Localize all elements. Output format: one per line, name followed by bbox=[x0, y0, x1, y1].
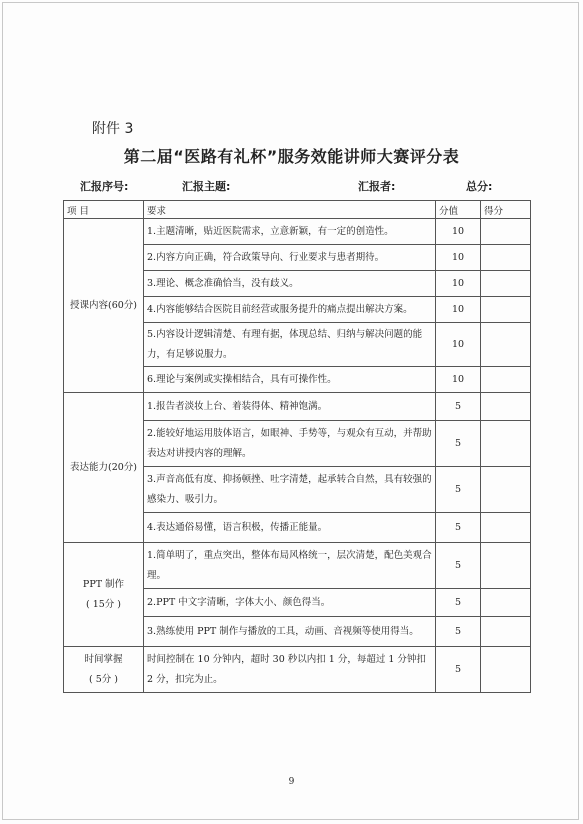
requirement-cell: 3.声音高低有度、抑扬顿挫、吐字清楚，起承转合自然，具有较强的感染力、吸引力。 bbox=[144, 467, 436, 513]
reporter-label: 汇报者: bbox=[358, 180, 396, 193]
score-input-cell[interactable] bbox=[481, 617, 531, 647]
score-value-cell: 5 bbox=[436, 589, 481, 617]
requirement-cell: 1.简单明了，重点突出，整体布局风格统一，层次清楚，配色美观合理。 bbox=[144, 543, 436, 589]
report-number-label: 汇报序号: bbox=[80, 180, 129, 193]
score-value-cell: 5 bbox=[436, 543, 481, 589]
requirement-cell: 2.能较好地运用肢体语言，如眼神、手势等，与观众有互动，并帮助表达对讲授内容的理解。 bbox=[144, 421, 436, 467]
section-item-time-title: 时间掌握 bbox=[84, 653, 123, 665]
report-topic-label: 汇报主题: bbox=[182, 180, 231, 193]
score-input-cell[interactable] bbox=[481, 219, 531, 245]
page-title: 第二届“医路有礼杯”服务效能讲师大赛评分表 bbox=[123, 147, 460, 166]
score-value-cell: 10 bbox=[436, 271, 481, 297]
requirement-cell: 4.表达通俗易懂，语言积极，传播正能量。 bbox=[144, 513, 436, 543]
section-item-ppt-title: PPT 制作 bbox=[82, 578, 125, 590]
score-input-cell[interactable] bbox=[481, 647, 531, 693]
header-score-earned: 得分 bbox=[481, 201, 531, 219]
header-item: 项 目 bbox=[64, 201, 144, 219]
score-input-cell[interactable] bbox=[481, 245, 531, 271]
section-item-expression: 表达能力(20分) bbox=[64, 393, 144, 543]
table-row bbox=[64, 219, 531, 245]
requirement-cell: 3.理论、概念准确恰当，没有歧义。 bbox=[144, 271, 436, 297]
header-score-value: 分值 bbox=[436, 201, 481, 219]
score-input-cell[interactable] bbox=[481, 589, 531, 617]
section-item-time-points: ( 5分 ) bbox=[89, 673, 118, 685]
score-input-cell[interactable] bbox=[481, 513, 531, 543]
requirement-cell: 5.内容设计逻辑清楚、有理有据，体现总结、归纳与解决问题的能力，有足够说服力。 bbox=[144, 323, 436, 367]
score-input-cell[interactable] bbox=[481, 393, 531, 421]
table-row bbox=[64, 543, 531, 589]
requirement-cell: 1.主题清晰，贴近医院需求，立意新颖，有一定的创造性。 bbox=[144, 219, 436, 245]
score-value-cell: 10 bbox=[436, 245, 481, 271]
score-input-cell[interactable] bbox=[481, 421, 531, 467]
score-input-cell[interactable] bbox=[481, 467, 531, 513]
score-input-cell[interactable] bbox=[481, 323, 531, 367]
table-row bbox=[64, 647, 531, 693]
section-item-ppt-points: ( 15分 ) bbox=[85, 598, 122, 610]
score-value-cell: 5 bbox=[436, 421, 481, 467]
score-input-cell[interactable] bbox=[481, 297, 531, 323]
requirement-cell: 2.PPT 中文字清晰，字体大小、颜色得当。 bbox=[144, 589, 436, 617]
attachment-label: 附件 3 bbox=[92, 121, 134, 137]
requirement-cell: 6.理论与案例或实操相结合，具有可操作性。 bbox=[144, 367, 436, 393]
requirement-cell: 1.报告者淡妆上台、着装得体、精神饱满。 bbox=[144, 393, 436, 421]
score-value-cell: 10 bbox=[436, 323, 481, 367]
requirement-cell: 时间控制在 10 分钟内，超时 30 秒以内扣 1 分，每超过 1 分钟扣 2 分，扣完为止。 bbox=[144, 647, 436, 693]
score-value-cell: 5 bbox=[436, 513, 481, 543]
requirement-cell: 3.熟练使用 PPT 制作与播放的工具，动画、音视频等使用得当。 bbox=[144, 617, 436, 647]
score-value-cell: 5 bbox=[436, 647, 481, 693]
section-item-content: 授课内容(60分) bbox=[64, 219, 144, 393]
table-header-row bbox=[64, 201, 531, 219]
score-value-cell: 10 bbox=[436, 367, 481, 393]
score-value-cell: 10 bbox=[436, 219, 481, 245]
score-input-cell[interactable] bbox=[481, 367, 531, 393]
header-requirement: 要求 bbox=[144, 201, 436, 219]
section-item-time bbox=[64, 647, 144, 693]
total-score-label: 总分: bbox=[466, 180, 493, 193]
requirement-cell: 2.内容方向正确，符合政策导向、行业要求与患者期待。 bbox=[144, 245, 436, 271]
score-value-cell: 5 bbox=[436, 393, 481, 421]
score-value-cell: 5 bbox=[436, 467, 481, 513]
section-item-ppt bbox=[64, 543, 144, 647]
page-number: 9 bbox=[288, 777, 295, 787]
score-input-cell[interactable] bbox=[481, 543, 531, 589]
score-value-cell: 10 bbox=[436, 297, 481, 323]
score-value-cell: 5 bbox=[436, 617, 481, 647]
requirement-cell: 4.内容能够结合医院目前经营或服务提升的痛点提出解决方案。 bbox=[144, 297, 436, 323]
table-row bbox=[64, 393, 531, 421]
scoring-table bbox=[63, 200, 531, 693]
score-input-cell[interactable] bbox=[481, 271, 531, 297]
